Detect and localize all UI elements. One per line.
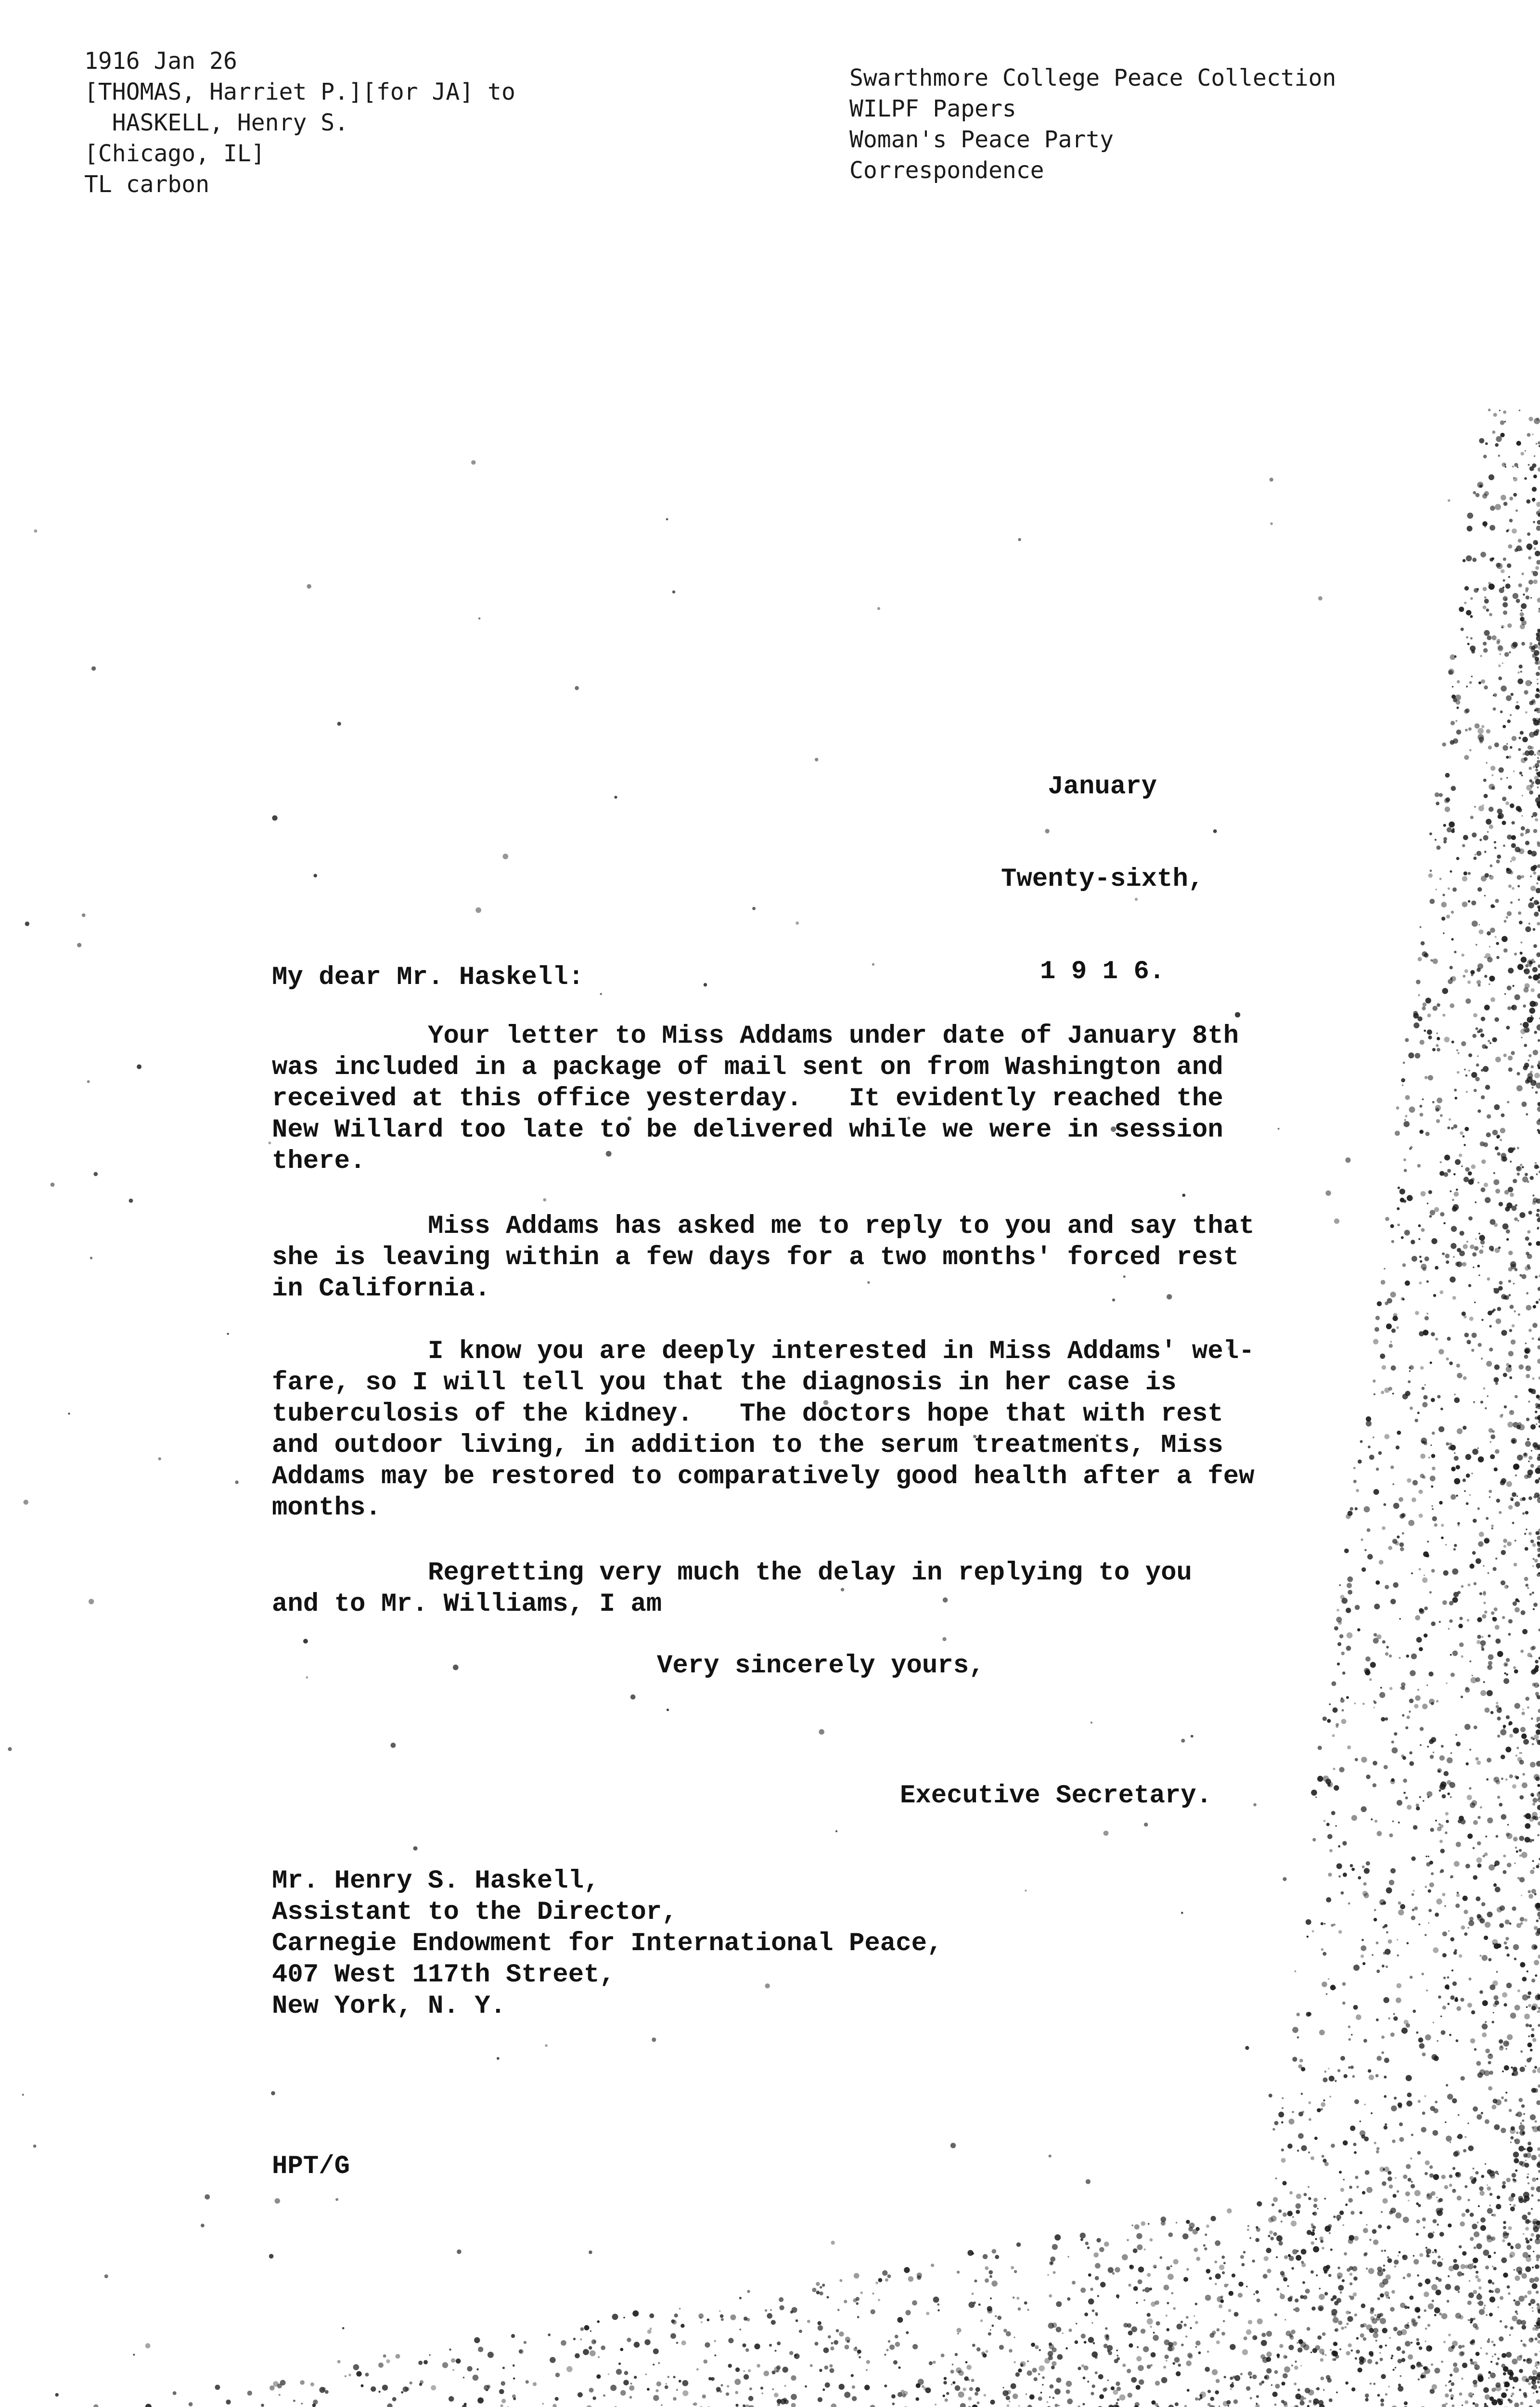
body-line: Miss Addams has asked me to reply to you and say that bbox=[272, 1212, 1255, 1241]
citation-line: 1916 Jan 26 bbox=[84, 48, 237, 75]
body-line: fare, so I will tell you that the diagnosis in her case is bbox=[272, 1368, 1177, 1398]
collection-line: Correspondence bbox=[849, 157, 1044, 184]
address-line: Carnegie Endowment for International Peace, bbox=[272, 1929, 943, 1958]
collection-line: Swarthmore College Peace Collection bbox=[849, 65, 1336, 91]
body-line: in California. bbox=[272, 1274, 490, 1304]
citation-line: HASKELL, Henry S. bbox=[84, 109, 349, 136]
date-line: Twenty-sixth, bbox=[1001, 865, 1204, 894]
address-line: Mr. Henry S. Haskell, bbox=[272, 1866, 600, 1896]
archive-citation-left bbox=[84, 46, 515, 200]
complimentary-closing: Very sincerely yours, bbox=[657, 1651, 985, 1681]
body-line: I know you are deeply interested in Miss Addams' wel- bbox=[272, 1337, 1255, 1366]
date-line: 1 9 1 6. bbox=[1040, 957, 1165, 986]
citation-line: [Chicago, IL] bbox=[84, 140, 265, 167]
body-paragraph bbox=[272, 1336, 1263, 1524]
body-line: New Willard too late to be delivered while we were in session bbox=[272, 1115, 1223, 1145]
body-line: and to Mr. Williams, I am bbox=[272, 1590, 662, 1619]
body-line: and outdoor living, in addition to the serum treatments, Miss bbox=[272, 1431, 1223, 1460]
body-line: Regretting very much the delay in replying to you bbox=[272, 1558, 1192, 1588]
address-line: 407 West 117th Street, bbox=[272, 1960, 615, 1990]
address-line: New York, N. Y. bbox=[272, 1992, 506, 2021]
body-paragraph bbox=[272, 1211, 1263, 1305]
typist-initials: HPT/G bbox=[272, 2152, 350, 2181]
recipient-address bbox=[272, 1865, 942, 2022]
letter-date bbox=[1001, 710, 1204, 1049]
body-line: months. bbox=[272, 1493, 381, 1523]
citation-line: TL carbon bbox=[84, 171, 210, 198]
archive-collection-right bbox=[849, 63, 1336, 186]
body-line: tuberculosis of the kidney. The doctors hope that with rest bbox=[272, 1399, 1223, 1429]
collection-line: Woman's Peace Party bbox=[849, 126, 1114, 153]
body-line: received at this office yesterday. It evidently reached the bbox=[272, 1084, 1223, 1113]
date-line: January bbox=[1048, 772, 1157, 802]
body-paragraph bbox=[272, 1557, 1263, 1620]
salutation: My dear Mr. Haskell: bbox=[272, 963, 584, 992]
body-line: she is leaving within a few days for a two months' forced rest bbox=[272, 1243, 1239, 1272]
citation-line: [THOMAS, Harriet P.][for JA] to bbox=[84, 78, 515, 105]
body-paragraph bbox=[272, 1021, 1263, 1177]
address-line: Assistant to the Director, bbox=[272, 1898, 678, 1927]
body-line: Your letter to Miss Addams under date of January 8th bbox=[272, 1022, 1239, 1051]
collection-line: WILPF Papers bbox=[849, 95, 1016, 122]
signature-title: Executive Secretary. bbox=[900, 1781, 1212, 1811]
body-line: was included in a package of mail sent on from Washington and bbox=[272, 1053, 1223, 1082]
body-line: there. bbox=[272, 1147, 366, 1176]
body-line: Addams may be restored to comparatively good health after a few bbox=[272, 1462, 1255, 1491]
